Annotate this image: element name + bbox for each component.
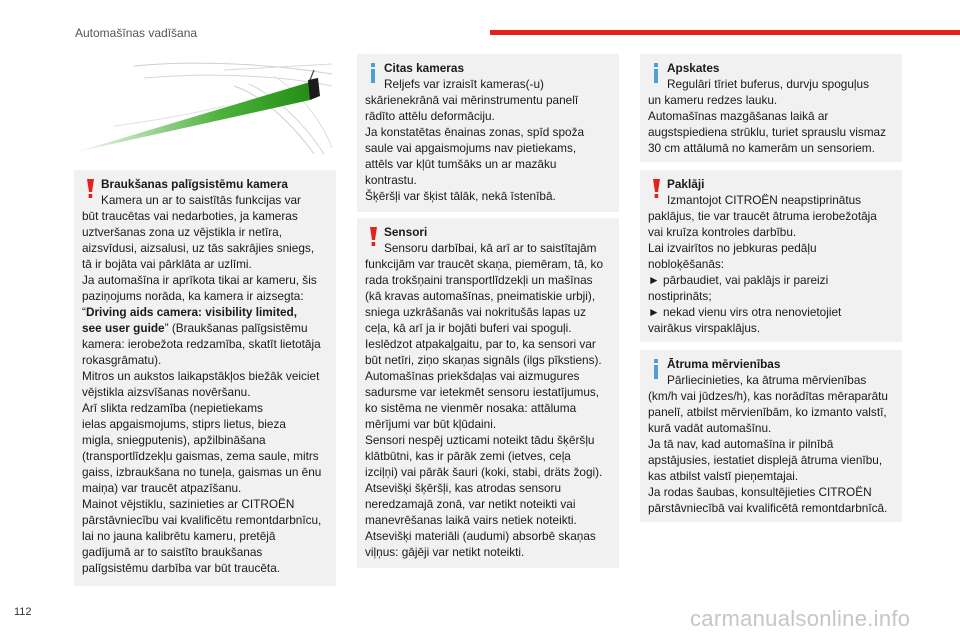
info-icon: [367, 63, 379, 83]
box-title: Braukšanas palīgsistēmu kamera: [101, 177, 288, 191]
warning-exclamation-icon: [650, 179, 662, 199]
info-icon: [650, 359, 662, 379]
warning-exclamation-icon: [84, 179, 96, 199]
warning-floor-mats: Paklāji Izmantojot CITROËN neapstiprinātus paklājus, tie var traucēt ātruma ierobežotāja vai kruīza kontroles darbību. Lai izvairītos no jebkuras pedāļu nobloķēšanās: ► pārbaudiet, vai paklājs ir pareizi nostiprināts; ► nekad vienu virs otra nenovietojiet vairākus virspaklājus.: [640, 170, 902, 342]
box-title: Paklāji: [667, 177, 705, 191]
chapter-title: Automašīnas vadīšana: [75, 26, 198, 40]
warning-driving-aids-camera: Braukšanas palīgsistēmu kamera Kamera un ar to saistītās funkcijas var būt traucētas vai nedarboties, ja kameras uztveršanas zona uz vējstikla ir netīra, aizsvīdusi, aizsalusi, uz tās sakrājies sniegs, tā ir bojāta vai pārklāta ar uzlīmi. Ja automašīna ir aprīkota tikai ar kameru, šis paziņojums norāda, ka kamera ir aizsegta: “Driving aids camera: visibility limited, see user guide” (Braukšanas palīgsistēmu kamera: ierobežota redzamība, skatīt lietotāja rokasgrāmatu). Mitros un aukstos laikapstākļos biežāk veiciet vējstikla aizsvīšanas novēršanu. Arī slikta redzamība (nepietiekams ielas apgaismojums, stiprs lietus, bieza migla, sniegputenis), apžilbināšana (transportlīdzekļu gaismas, zema saule, mitrs gaiss, izbraukšana no tuneļa, gaismas un ēnu maiņa) var traucēt atpazīšanu. Mainot vējstiklu, sazinieties ar CITROËN pārstāvniecību vai kvalificētu remontdarbnīcu, lai no jauna kalibrētu kameru, pretējā gadījumā ar to saistīto braukšanas palīgsistēmu darbība var būt traucēta.: [74, 170, 336, 586]
info-icon: [650, 63, 662, 83]
watermark: carmanualsonline.info: [690, 606, 911, 631]
message-text-bold: Driving aids camera: visibility limited,: [85, 305, 298, 319]
warning-sensors: Sensori Sensoru darbībai, kā arī ar to saistītajām funkcijām var traucēt skaņa, piemēram, tā, ko rada trokšņaini transportlīdzekļi un mašīnas (kā kravas automašīnas, pneimatiskie urbji), sniega uzkrāšanās vai nokritušās lapas uz ceļa, kā arī ja ir bojāti buferi vai spoguļi. Ieslēdzot atpakaļgaitu, par to, ka sensori var būt netīri, ziņo skaņas signāls (ilgs pīkstiens). Automašīnas priekšdaļas vai aizmugures sadursme var ietekmēt sensoru iestatījumus, ko sistēma ne vienmēr nosaka: attāluma mērījumi var būt kļūdaini. Sensori nespēj uzticami noteikt tādu šķēršļu klātbūtni, kas ir pārāk zemi (ietves, ceļa izciļņi) vai pārāk šauri (koki, stabi, dräts žogi). Atsevišķi šķēršļi, kas atrodas sensoru neredzamajā zonā, var netikt noteikti vai manevrēšanas laikā vairs netiek noteikti. Atsevišķi materiāli (audumi) absorbē skaņas viļņus: gājēji var netikt noteikti.: [357, 218, 619, 568]
info-other-cameras: Citas kameras Reljefs var izraisīt kameras(-u) skārienekrānā vai mērinstrumentu panelī rādīto attēlu deformāciju. Ja konstatētas ēnainas zonas, spīd spoža saule vai apgaismojums nav pietiekams, attēls var kļūt tumšāks un ar mazāku kontrastu. Šķēršļi var šķist tālāk, nekā īstenībā.: [357, 54, 619, 212]
info-inspections: Apskates Regulāri tīriet buferus, durvju spoguļus un kameru redzes lauku. Automašīnas mazgāšanas laikā ar augstspiediena strūklu, turiet sprauslu vismaz 30 cm attālumā no kamerām un sensoriem.: [640, 54, 902, 162]
box-title: Apskates: [667, 61, 720, 75]
camera-illustration: [74, 56, 336, 156]
box-title: Sensori: [384, 225, 428, 239]
box-title: Citas kameras: [384, 61, 465, 75]
box-title: Ātruma mērvienības: [667, 357, 781, 371]
header-accent-bar: [490, 30, 960, 35]
page-number: 112: [14, 606, 32, 618]
message-text-bold: see user guide: [82, 321, 165, 335]
info-speed-units: Ātruma mērvienības Pārliecinieties, ka ātruma mērvienības (km/h vai jūdzes/h), kas norādītas mēraparātu panelī, atbilst mērvienībām, ko izmanto valstī, kurā vadāt automašīnu. Ja tā nav, kad automašīna ir pilnībā apstājusies, iestatiet displejā ātruma vienību, kas atbilst valstī pieņemtajai. Ja rodas šaubas, konsultējieties CITROËN pārstāvniecībā vai kvalificētā remontdarbnīcā.: [640, 350, 902, 522]
warning-exclamation-icon: [367, 227, 379, 247]
